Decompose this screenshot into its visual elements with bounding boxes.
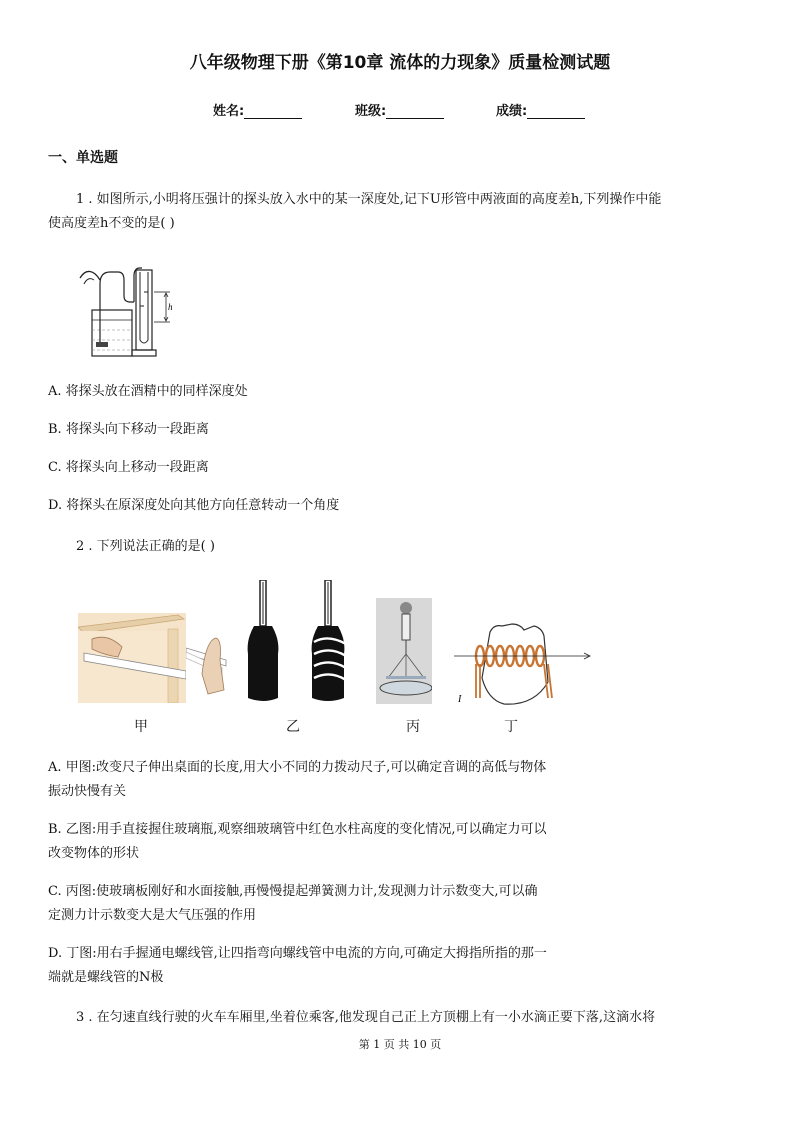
q3-stem-line1: 3 . 在匀速直线行驶的火车车厢里,坐着位乘客,他发现自己正上方顶棚上有一小水滴正要下落,这滴水将 bbox=[76, 1010, 656, 1025]
rubber-tube bbox=[100, 272, 134, 344]
q1-option-d[interactable]: D. 将探头在原深度处向其他方向任意转动一个角度 bbox=[48, 498, 340, 513]
name-label: 姓名: bbox=[213, 104, 245, 119]
figure-bing-spring-scale bbox=[376, 598, 432, 704]
name-blank bbox=[244, 104, 302, 119]
figure-jia-ruler-table bbox=[78, 613, 186, 703]
water-beaker bbox=[92, 310, 132, 356]
q1-option-b[interactable]: B. 将探头向下移动一段距离 bbox=[48, 422, 209, 437]
q1-stem-line1: 1 . 如图所示,小明将压强计的探头放入水中的某一深度处,记下U形管中两液面的高度差h,下列操作中能 bbox=[76, 192, 662, 207]
probe-icon bbox=[96, 342, 108, 347]
figure-ding-solenoid bbox=[454, 622, 594, 706]
caption-jia: 甲 bbox=[134, 719, 148, 735]
class-label: 班级: bbox=[355, 104, 387, 119]
q2-option-c[interactable]: C. 丙图:使玻璃板刚好和水面接触,再慢慢提起弹簧测力计,发现测力计示数变大,可以确 定测力计示数变大是大气压强的作用 bbox=[48, 884, 538, 923]
caption-ding: 丁 bbox=[504, 719, 518, 735]
score-blank bbox=[527, 104, 585, 119]
q2-option-a[interactable]: A. 甲图:改变尺子伸出桌面的长度,用大小不同的力拨动尺子,可以确定音调的高低与物体 振动快慢有关 bbox=[48, 760, 547, 799]
figure-yi-bottle bbox=[246, 580, 280, 704]
u-tube bbox=[140, 272, 148, 343]
finger-icon bbox=[202, 638, 224, 694]
name-field bbox=[213, 100, 302, 119]
class-field bbox=[355, 100, 444, 119]
page-footer: 第 1 页 共 10 页 bbox=[358, 1038, 442, 1051]
q1-option-a[interactable]: A. 将探头放在酒精中的同样深度处 bbox=[48, 384, 248, 399]
water-dish-icon bbox=[380, 681, 432, 695]
q1-stem-line2: 使高度差h不变的是( ) bbox=[48, 216, 175, 231]
caption-bing: 丙 bbox=[406, 719, 420, 735]
pressure-gauge-figure bbox=[78, 262, 178, 362]
spring-scale-icon bbox=[402, 614, 410, 640]
stand-base bbox=[132, 350, 156, 356]
q1-option-c[interactable]: C. 将探头向上移动一段距离 bbox=[48, 460, 209, 475]
glass-plate-icon bbox=[386, 676, 426, 679]
u-tube-frame bbox=[136, 270, 152, 350]
score-label: 成绩: bbox=[496, 104, 528, 119]
hand-icon bbox=[400, 602, 412, 614]
figure-jia-finger bbox=[186, 630, 236, 700]
q2-option-b[interactable]: B. 乙图:用手直接握住玻璃瓶,观察细玻璃管中红色水柱高度的变化情况,可以确定力可以 改变物体的形状 bbox=[48, 822, 547, 861]
score-field bbox=[496, 100, 585, 119]
height-difference-label: h bbox=[168, 302, 173, 312]
current-label: I bbox=[458, 694, 462, 705]
q2-option-d[interactable]: D. 丁图:用右手握通电螺线管,让四指弯向螺线管中电流的方向,可确定大拇指所指的那一 端就是螺线管的N极 bbox=[48, 946, 547, 985]
class-blank bbox=[386, 104, 444, 119]
section-heading-single-choice: 一、单选题 bbox=[48, 150, 118, 166]
page-title: 八年级物理下册《第10章 流体的力现象》质量检测试题 bbox=[189, 53, 611, 73]
q2-stem: 2 . 下列说法正确的是( ) bbox=[76, 539, 215, 554]
bottle-icon bbox=[248, 626, 279, 701]
figure-yi-hand-bottle bbox=[308, 580, 352, 704]
caption-yi: 乙 bbox=[286, 719, 300, 735]
